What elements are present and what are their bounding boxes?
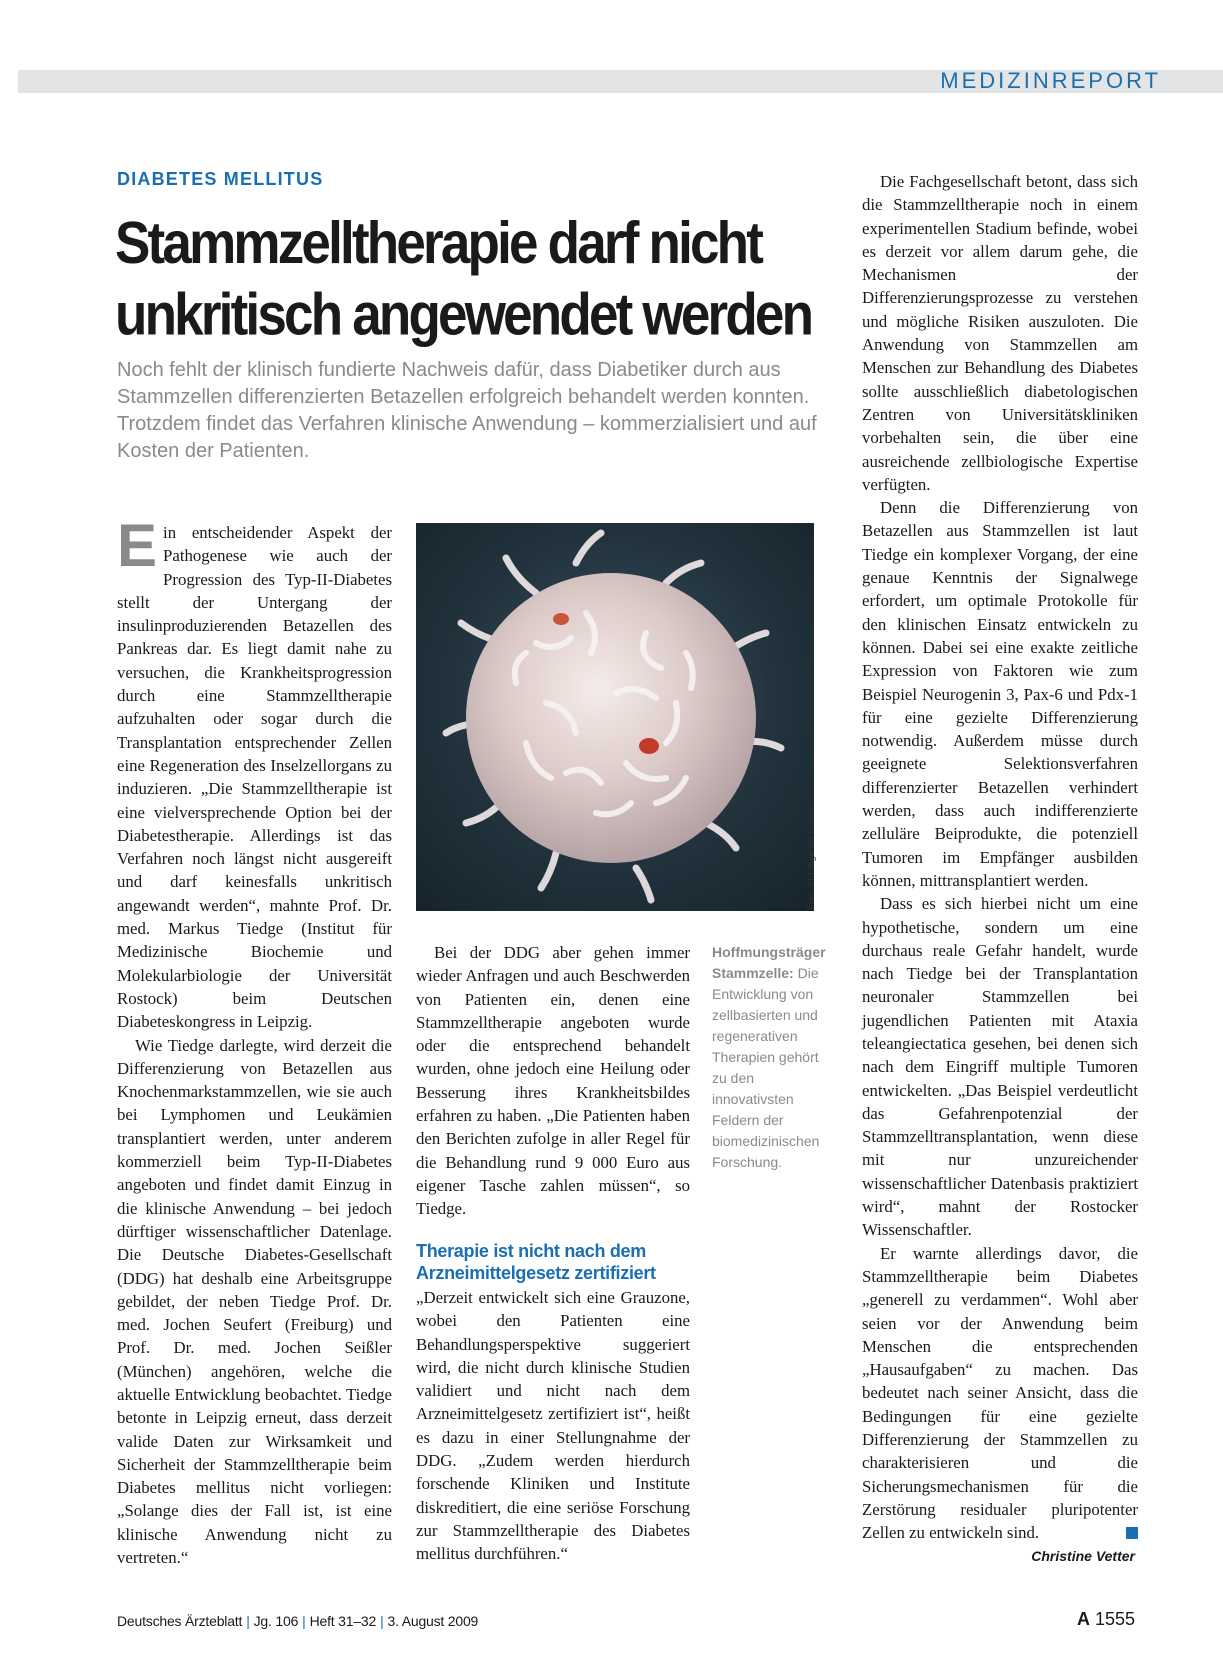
paragraph: Dass es sich hierbei nicht um eine hypothetische, sondern um eine durchaus reale Gefahr handelt, wurde nach Tiedge bei der Transplantation neuronaler Stammzellen bei jugendlichen Patienten mit Ataxia teleangiectatica gesehen, bei denen sich nach dem Eingriff multiple Tumoren entwickelten. „Das Beispiel verdeutlicht das Gefahrenpotenzial der Stammzelltransplantation, wenn diese mit nur unzureichender wissenschaftlicher Datenbasis praktiziert wird“, mahnt der Rostocker Wissenschaftler. bbox=[862, 894, 1138, 1240]
section-label: MEDIZINREPORT bbox=[940, 68, 1161, 93]
title-line-2: unkritisch angewendet werden bbox=[115, 281, 812, 348]
text-column-3 bbox=[862, 170, 1138, 1545]
paragraph: Er warnte allerdings davor, die Stammzelltherapie beim Diabetes „generell zu verdammen“. Wohl aber seien vor der Anwendung beim Menschen die entsprechenden „Hausaufgaben“ zu machen. Das bedeutet nach seiner Ansicht, dass die Bedingungen für eine gezielte Differenzierung der Stammzellen zu charakterisieren und die Sicherungsmechanismen für die Zerstörung residualer pluripotenter Zellen zu entwickeln sind. bbox=[862, 1243, 1138, 1543]
page-number-value: 1555 bbox=[1094, 1609, 1135, 1629]
stem-cell-photo bbox=[416, 523, 814, 911]
paragraph: Bei der DDG aber gehen immer wieder Anfragen und auch Beschwerden von Patienten ein, denen eine Stammzelltherapie angeboten wurde oder die entsprechend behandelt wurden, ohne jedoch eine Heilung oder Besserung ihres Krankheitsbildes erfahren zu haben. „Die Patienten haben den Berichten zufolge in aller Regel für die Behandlung rund 9 000 Euro aus eigener Tasche zahlen müssen“, so Tiedge. bbox=[416, 943, 690, 1219]
author-name: Christine Vetter bbox=[1031, 1548, 1135, 1564]
journal-date: 3. August 2009 bbox=[387, 1613, 479, 1629]
page-number bbox=[1077, 1609, 1135, 1630]
paragraph: Ein entscheidender Aspekt der Pathogenese wie auch der Progression des Typ-II-Diabetes stellt der Untergang der insulinproduzierenden Betazellen des Pankreas dar. Es liegt damit nahe zu versuchen, die Krankheitsprogression durch eine Stammzelltherapie aufzuhalten oder sogar durch die Transplantation entsprechender Zellen eine Regeneration des Inselzellorgans zu induzieren. „Die Stammzelltherapie ist eine vielversprechende Option bei der Diabetestherapie. Allerdings ist das Verfahren noch längst nicht ausgereift und darf keinesfalls unkritisch angewandt werden“, mahnte Prof. Dr. med. Markus Tiedge (Institut für Medizinische Biochemie und Molekularbiologie der Universität Rostock) beim Deutschen Diabeteskongress in Leipzig. bbox=[117, 512, 392, 1032]
text-column-2-continued bbox=[416, 1286, 690, 1566]
journal-name: Deutsches Ärzteblatt bbox=[117, 1613, 243, 1629]
paragraph: „Derzeit entwickelt sich eine Grauzone, wobei den Patienten eine Behandlungsperspektive suggeriert wird, die nicht durch klinische Studien validiert und nicht nach dem Arzneimittelgesetz zertifiziert ist“, heißt es dazu in einer Stellungnahme der DDG. „Zudem werden hierdurch forschende Kliniken und Institute diskreditiert, die eine seriöse Forschung zur Stammzelltherapie des Diabetes mellitus durchführen.“ bbox=[416, 1288, 690, 1564]
caption-title: Hoffmungsträger Stammzelle: bbox=[712, 944, 826, 981]
separator: | bbox=[302, 1613, 306, 1629]
drop-cap: E bbox=[117, 512, 158, 579]
paragraph: Die Fachgesellschaft betont, dass sich die Stammzelltherapie noch in einem experimentellen Stadium befinde, wobei es derzeit vor allem darum gehe, die Mechanismen der Differenzierungsprozesse zu verstehen und mögliche Risiken auszuloten. Die Anwendung von Stammzellen am Menschen zur Behandlung des Diabetes sollte ausschließlich diabetologischen Zentren von Universitätskliniken vorbehalten sein, die über eine ausreichende zellbiologische Expertise verfügten. bbox=[862, 172, 1138, 494]
stem-cell-illustration bbox=[416, 523, 814, 911]
article-lead: Noch fehlt der klinisch fundierte Nachweis dafür, dass Diabetiker durch aus Stammzellen differenzierten Betazellen erfolgreich behandelt werden konnten. Trotzdem findet das Verfahren klinische Anwendung – kommerzialisiert und auf Kosten der Patienten. bbox=[117, 359, 817, 462]
journal-issue: Heft 31–32 bbox=[309, 1613, 377, 1629]
footer-citation bbox=[117, 1613, 478, 1629]
photo-caption bbox=[712, 942, 832, 1173]
photo-credit: Foto: SPL/Agentur Focus bbox=[806, 808, 816, 910]
text-column-2 bbox=[416, 941, 690, 1221]
subheading: Therapie ist nicht nach dem Arzneimittelgesetz zertifiziert bbox=[416, 1241, 656, 1283]
separator: | bbox=[246, 1613, 250, 1629]
title-line-1: Stammzelltherapie darf nicht bbox=[115, 210, 762, 277]
caption-text: Die Entwicklung von zellbasierten und regenerativen Therapien gehört zu den innovativsten Feldern der biomedizinischen Forschung. bbox=[712, 965, 820, 1170]
text-column-1 bbox=[117, 512, 392, 1569]
article-title bbox=[115, 208, 835, 351]
separator: | bbox=[380, 1613, 384, 1629]
journal-volume: Jg. 106 bbox=[253, 1613, 299, 1629]
paragraph: Wie Tiedge darlegte, wird derzeit die Differenzierung von Betazellen aus Knochenmarkstammzellen, wie sie auch bei Lymphomen und Leukämien transplantiert werden, unter anderem kommerziell beim Typ-II-Diabetes angeboten und findet damit Einzug in die klinische Anwendung – bei jedoch dürftiger wissenschaftlicher Datenlage. Die Deutsche Diabetes-Gesellschaft (DDG) hat deshalb eine Arbeitsgruppe gebildet, der neben Tiedge Prof. Dr. med. Jochen Seufert (Freiburg) und Prof. Dr. med. Jochen Seißler (München) angehören, welche die aktuelle Entwicklung beobachtet. Tiedge betonte in Leipzig erneut, dass derzeit valide Daten zur Wirksamkeit und Sicherheit der Stammzelltherapie beim Diabetes mellitus nicht vorliegen: „Solange dies der Fall ist, ist eine klinische Anwendung nicht zu vertreten.“ bbox=[117, 1035, 392, 1568]
paragraph: Denn die Differenzierung von Betazellen aus Stammzellen ist laut Tiedge ein komplexer Vorgang, der eine genaue Kenntnis der Signalwege erfordert, um optimale Protokolle für den klinischen Einsatz entwickeln zu können. Dabei sei eine exakte zeitliche Expression von Faktoren wie zum Beispiel Neurogenin 3, Pax-6 und Pdx-1 für eine gezielte Differenzierung notwendig. Außerdem müsse durch geeignete Selektionsverfahren differenzierter Betazellen verhindert werden, dass auch indifferenzierte zelluläre Beiprodukte, die potenziell Tumoren im Empfänger ausbilden können, mittransplantiert werden. bbox=[862, 498, 1138, 890]
article-kicker: DIABETES MELLITUS bbox=[117, 169, 324, 189]
page-prefix: A bbox=[1076, 1609, 1090, 1629]
end-mark-icon bbox=[1126, 1527, 1138, 1539]
